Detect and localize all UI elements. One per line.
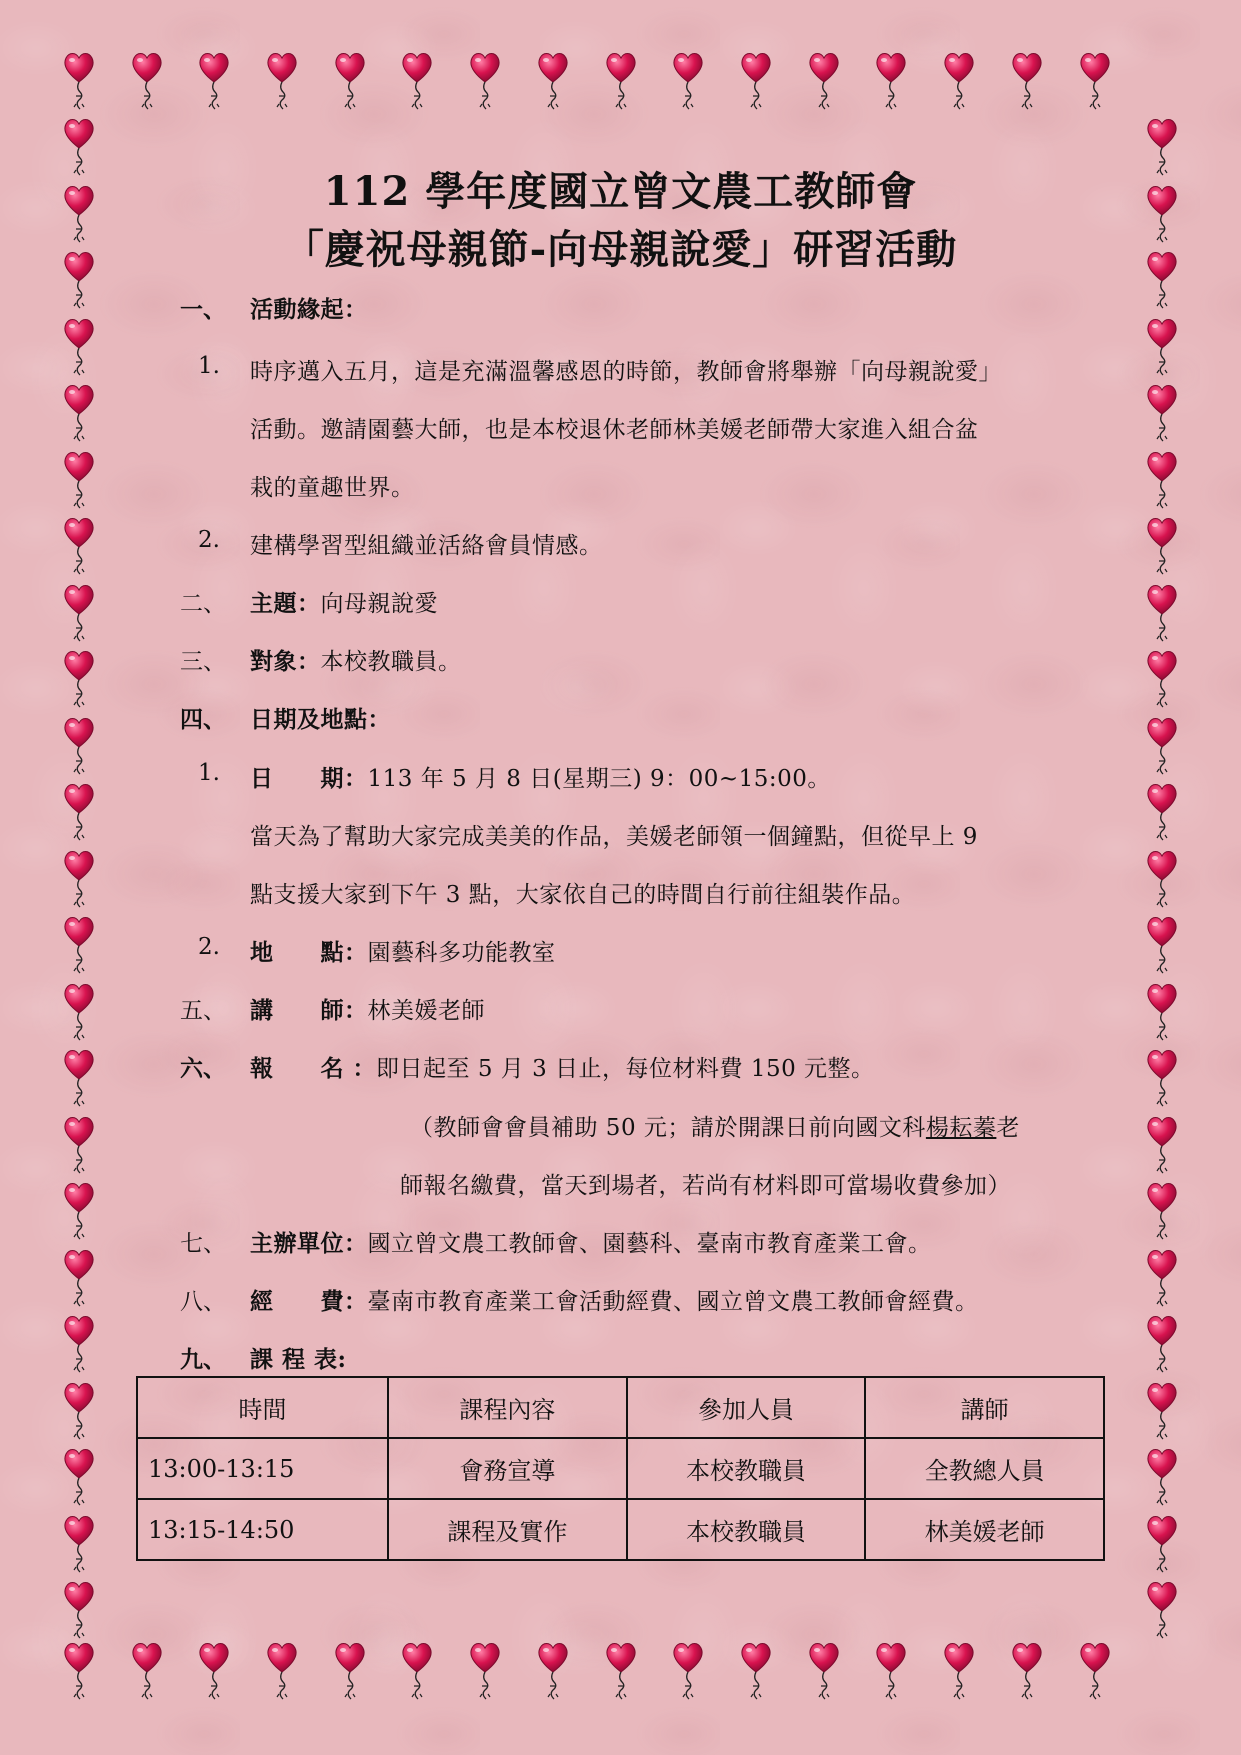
section-heading: 報 名 ： [250,1055,377,1082]
section-number: 六、 [180,1055,226,1082]
item-number: 2. [198,527,220,553]
section-heading: 對象： [250,648,321,675]
section-number: 九、 [180,1346,226,1373]
section-heading: 經 費： [250,1288,368,1315]
section-heading: 活動緣起： [250,296,368,323]
table-header-cell: 時間 [137,1377,388,1438]
table-cell: 本校教職員 [627,1499,866,1560]
section-number: 七、 [180,1231,226,1257]
section-value: 即日起至 5 月 3 日止，每位材料費 150 元整。 [376,1056,875,1082]
paragraph-line: 當天為了幫助大家完成美美的作品，美媛老師領一個鐘點，但從早上 9 [250,824,978,850]
section-value: 本校教職員。 [320,649,462,675]
table-cell-time: 13:00-13:15 [137,1438,388,1499]
section-number: 五、 [180,998,226,1024]
table-row [137,1499,1104,1560]
registration-note: 師報名繳費，當天到場者，若尚有材料即可當場收費參加） [400,1173,1011,1199]
table-cell: 會務宣導 [388,1438,627,1499]
item-heading: 地 點： [250,939,368,966]
place-value: 園藝科多功能教室 [367,940,556,966]
schedule-table [136,1376,1105,1561]
table-header-cell: 參加人員 [627,1377,866,1438]
page-subtitle: 「慶祝母親節-向母親說愛」研習活動 [283,226,958,273]
table-header-cell: 課程內容 [388,1377,627,1438]
paragraph-line: 活動。邀請園藝大師，也是本校退休老師林美媛老師帶大家進入組合盆 [250,417,979,443]
section-heading: 主辦單位： [250,1230,368,1257]
table-cell-time: 13:15-14:50 [137,1499,388,1560]
section-value: 國立曾文農工教師會、園藝科、臺南市教育產業工會。 [367,1231,932,1257]
section-number: 三、 [180,649,226,675]
section-number: 一、 [180,296,226,323]
section-heading: 日期及地點： [250,706,391,733]
paragraph-line: 時序邁入五月，這是充滿溫馨感恩的時節，教師會將舉辦「向母親說愛」 [250,359,1002,385]
table-row [137,1438,1104,1499]
section-heading: 課 程 表: [250,1346,347,1373]
registration-note: （教師會會員補助 50 元；請於開課日前向國文科 [410,1115,926,1141]
paragraph-line: 建構學習型組織並活絡會員情感。 [250,533,603,559]
date-value: 113 年 5 月 8 日(星期三) 9：00~15:00。 [367,766,831,792]
section-value: 向母親說愛 [320,591,438,617]
page-title: 112 學年度國立曾文農工教師會 [323,168,918,215]
table-cell: 全教總人員 [865,1438,1104,1499]
section-heading: 主題： [250,590,321,617]
table-header-row [137,1377,1104,1438]
paragraph-line: 栽的童趣世界。 [250,475,415,501]
section-number: 四、 [180,706,226,733]
item-number: 2. [198,934,220,960]
section-number: 二、 [180,591,226,617]
section-heading: 講 師： [250,997,368,1024]
section-value: 林美媛老師 [367,998,485,1024]
table-cell: 林美媛老師 [865,1499,1104,1560]
registration-note: 老 [996,1115,1020,1141]
table-cell: 本校教職員 [627,1438,866,1499]
item-heading: 日 期： [250,765,368,792]
section-number: 八、 [180,1289,226,1315]
item-number: 1. [198,760,220,786]
contact-name: 楊耘蓁 [925,1115,997,1141]
table-cell: 課程及實作 [388,1499,627,1560]
paragraph-line: 點支援大家到下午 3 點，大家依自己的時間自行前往組裝作品。 [250,882,916,908]
item-number: 1. [198,353,220,379]
section-value: 臺南市教育產業工會活動經費、國立曾文農工教師會經費。 [367,1289,979,1315]
table-header-cell: 講師 [865,1377,1104,1438]
